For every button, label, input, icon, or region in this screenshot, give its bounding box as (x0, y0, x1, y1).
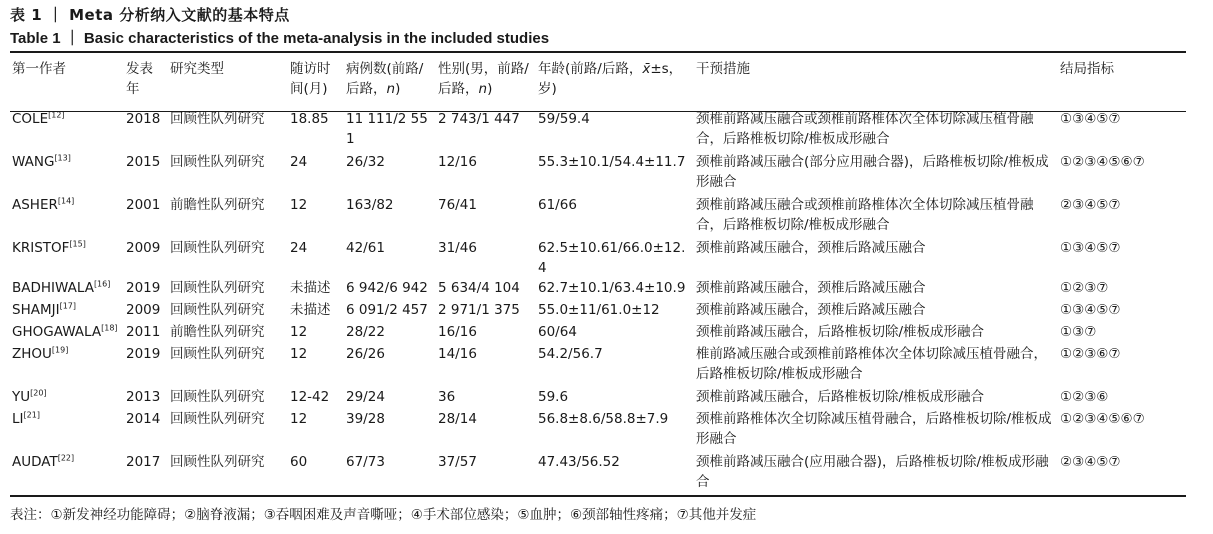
cell-sex: 37/57 (438, 454, 477, 470)
cell-author (10, 109, 124, 152)
header-cases: 病例数(前路/后路，n) (346, 61, 424, 97)
cell-followup: 12 (290, 346, 308, 362)
cell-author (10, 152, 124, 195)
reference-number: [14] (57, 196, 75, 206)
cell-age: 55.3±10.1/54.4±11.7 (538, 154, 686, 170)
cell-cases: 26/32 (346, 154, 385, 170)
cell-year: 2019 (126, 346, 161, 362)
cell-design: 前瞻性队列研究 (170, 324, 265, 340)
cell-cases: 6 091/2 457 (346, 302, 428, 318)
cell-cases: 11 111/2 551 (346, 111, 428, 147)
cell-outcome: ①②③⑥ (1060, 389, 1109, 405)
reference-number: [20] (30, 388, 47, 398)
author-name: GHOGAWALA (12, 324, 102, 340)
cell-followup: 18.85 (290, 111, 329, 127)
cell-year: 2018 (126, 111, 161, 127)
cell-outcome: ①②③④⑤⑥⑦ (1060, 411, 1145, 427)
reference-number: [18] (101, 323, 118, 333)
author-name: KRISTOF (12, 240, 70, 256)
cell-outcome: ①③⑦ (1060, 324, 1097, 340)
cell-author (10, 238, 124, 278)
header-year: 发表年 (126, 61, 153, 97)
cell-age: 59.6 (538, 389, 569, 405)
header-author: 第一作者 (12, 61, 66, 77)
reference-number: [16] (93, 279, 111, 289)
cell-year: 2001 (126, 197, 161, 213)
cell-cases: 163/82 (346, 197, 394, 213)
cell-design: 回顾性队列研究 (170, 240, 265, 256)
cell-followup: 12-42 (290, 389, 330, 405)
author-name: BADHIWALA (12, 280, 94, 296)
table-row (10, 238, 1186, 278)
author-name: ZHOU (12, 346, 52, 362)
cell-sex: 16/16 (438, 324, 477, 340)
cell-author (10, 344, 124, 387)
cell-cases: 39/28 (346, 411, 385, 427)
cell-followup: 12 (290, 411, 308, 427)
cell-age: 54.2/56.7 (538, 346, 603, 362)
cell-design: 回顾性队列研究 (170, 411, 265, 427)
cell-design: 回顾性队列研究 (170, 346, 265, 362)
table-row (10, 152, 1186, 195)
cell-intervention: 颈椎前路减压融合或颈椎前路椎体次全体切除减压植骨融合，后路椎板切除/椎板成形融合 (696, 111, 1034, 147)
top-rule (10, 51, 1186, 53)
table-title-en: Table 1 ｜ Basic characteristics of the meta-analysis in the included studies (10, 30, 550, 47)
reference-number: [12] (48, 110, 65, 120)
table-row (10, 409, 1186, 452)
cell-cases: 6 942/6 942 (346, 280, 428, 296)
cell-sex: 14/16 (438, 346, 477, 362)
cell-followup: 24 (290, 240, 308, 256)
cell-design: 回顾性队列研究 (170, 111, 265, 127)
table-row (10, 195, 1186, 238)
cell-design: 回顾性队列研究 (170, 154, 265, 170)
author-name: ASHER (12, 197, 58, 213)
header-intervention: 干预措施 (696, 61, 750, 77)
cell-year: 2017 (126, 454, 161, 470)
cell-design: 回顾性队列研究 (170, 389, 265, 405)
cell-outcome: ①②③⑦ (1060, 280, 1109, 296)
cell-author (10, 452, 124, 495)
cell-outcome: ①②③⑥⑦ (1060, 346, 1121, 362)
table-title-cn: 表 1 ｜ Meta 分析纳入文献的基本特点 (10, 6, 290, 24)
cell-age: 56.8±8.6/58.8±7.9 (538, 411, 669, 427)
table-row (10, 387, 1186, 409)
header-design: 研究类型 (170, 61, 224, 77)
cell-year: 2009 (126, 302, 161, 318)
cell-year: 2009 (126, 240, 161, 256)
cell-age: 61/66 (538, 197, 577, 213)
cell-cases: 42/61 (346, 240, 385, 256)
table-row (10, 452, 1186, 495)
cell-author (10, 300, 124, 322)
cell-sex: 2 971/1 375 (438, 302, 520, 318)
cell-author (10, 409, 124, 452)
cell-followup: 12 (290, 197, 308, 213)
reference-number: [17] (59, 301, 76, 311)
cell-intervention: 颈椎前路减压融合，后路椎板切除/椎板成形融合 (696, 324, 985, 340)
reference-number: [22] (57, 453, 75, 463)
cell-age: 47.43/56.52 (538, 454, 620, 470)
characteristics-table (10, 59, 1186, 495)
cell-author (10, 278, 124, 300)
header-age: 年龄(前路/后路，x̄±s，岁) (538, 61, 683, 97)
cell-author (10, 195, 124, 238)
header-row (10, 59, 1186, 109)
cell-intervention: 椎前路减压融合或颈椎前路椎体次全体切除减压植骨融合，后路椎板切除/椎板成形融合 (696, 346, 1047, 382)
reference-number: [15] (69, 239, 86, 249)
cell-year: 2019 (126, 280, 161, 296)
cell-sex: 12/16 (438, 154, 477, 170)
cell-intervention: 颈椎前路椎体次全切除减压植骨融合，后路椎板切除/椎板成形融合 (696, 411, 1052, 447)
header-sex: 性别(男，前路/后路，n) (438, 61, 529, 97)
cell-cases: 29/24 (346, 389, 385, 405)
cell-design: 回顾性队列研究 (170, 280, 265, 296)
reference-number: [13] (54, 153, 71, 163)
reference-number: [19] (51, 345, 69, 355)
author-name: LI (12, 411, 24, 427)
cell-intervention: 颈椎前路减压融合，颈椎后路减压融合 (696, 280, 926, 296)
cell-followup: 60 (290, 454, 308, 470)
cell-year: 2014 (126, 411, 161, 427)
author-name: COLE (12, 111, 49, 127)
cell-outcome: ①③④⑤⑦ (1060, 302, 1121, 318)
table-footnote: 表注：①新发神经功能障碍；②脑脊液漏；③吞咽困难及声音嘶哑；④手术部位感染；⑤血肿；⑥颈部轴性疼痛；⑦其他并发症 (10, 507, 757, 523)
cell-age: 59/59.4 (538, 111, 590, 127)
cell-intervention: 颈椎前路减压融合或颈椎前路椎体次全体切除减压植骨融合，后路椎板切除/椎板成形融合 (696, 197, 1034, 233)
cell-sex: 5 634/4 104 (438, 280, 520, 296)
cell-followup: 12 (290, 324, 308, 340)
table-row (10, 344, 1186, 387)
bottom-rule (10, 495, 1186, 497)
cell-intervention: 颈椎前路减压融合(应用融合器)，后路椎板切除/椎板成形融合 (696, 454, 1049, 490)
cell-age: 62.5±10.61/66.0±12.4 (538, 240, 686, 276)
reference-number: [21] (23, 410, 40, 420)
cell-followup: 24 (290, 154, 308, 170)
cell-design: 回顾性队列研究 (170, 454, 265, 470)
cell-year: 2011 (126, 324, 161, 340)
cell-followup: 未描述 (290, 280, 331, 296)
cell-followup: 未描述 (290, 302, 331, 318)
author-name: YU (12, 389, 31, 405)
cell-design: 回顾性队列研究 (170, 302, 265, 318)
cell-sex: 36 (438, 389, 456, 405)
cell-intervention: 颈椎前路减压融合，颈椎后路减压融合 (696, 240, 926, 256)
author-name: WANG (12, 154, 55, 170)
cell-sex: 28/14 (438, 411, 477, 427)
cell-outcome: ①③④⑤⑦ (1060, 111, 1121, 127)
cell-author (10, 322, 124, 344)
cell-year: 2013 (126, 389, 161, 405)
cell-outcome: ①③④⑤⑦ (1060, 240, 1121, 256)
cell-author (10, 387, 124, 409)
table-row (10, 109, 1186, 152)
cell-sex: 31/46 (438, 240, 477, 256)
cell-intervention: 颈椎前路减压融合，后路椎板切除/椎板成形融合 (696, 389, 985, 405)
cell-outcome: ②③④⑤⑦ (1060, 454, 1121, 470)
cell-outcome: ②③④⑤⑦ (1060, 197, 1121, 213)
cell-cases: 28/22 (346, 324, 385, 340)
header-followup: 随访时间(月) (290, 61, 331, 97)
cell-age: 55.0±11/61.0±12 (538, 302, 660, 318)
cell-sex: 2 743/1 447 (438, 111, 520, 127)
cell-year: 2015 (126, 154, 161, 170)
cell-sex: 76/41 (438, 197, 477, 213)
cell-design: 前瞻性队列研究 (170, 197, 265, 213)
table-row (10, 278, 1186, 300)
table-row (10, 300, 1186, 322)
cell-intervention: 颈椎前路减压融合(部分应用融合器)，后路椎板切除/椎板成形融合 (696, 154, 1049, 190)
table-row (10, 322, 1186, 344)
author-name: SHAMJI (12, 302, 60, 318)
cell-outcome: ①②③④⑤⑥⑦ (1060, 154, 1145, 170)
cell-cases: 26/26 (346, 346, 385, 362)
cell-age: 60/64 (538, 324, 577, 340)
header-outcome: 结局指标 (1060, 61, 1114, 77)
author-name: AUDAT (12, 454, 58, 470)
cell-cases: 67/73 (346, 454, 385, 470)
cell-intervention: 颈椎前路减压融合，颈椎后路减压融合 (696, 302, 926, 318)
cell-age: 62.7±10.1/63.4±10.9 (538, 280, 686, 296)
